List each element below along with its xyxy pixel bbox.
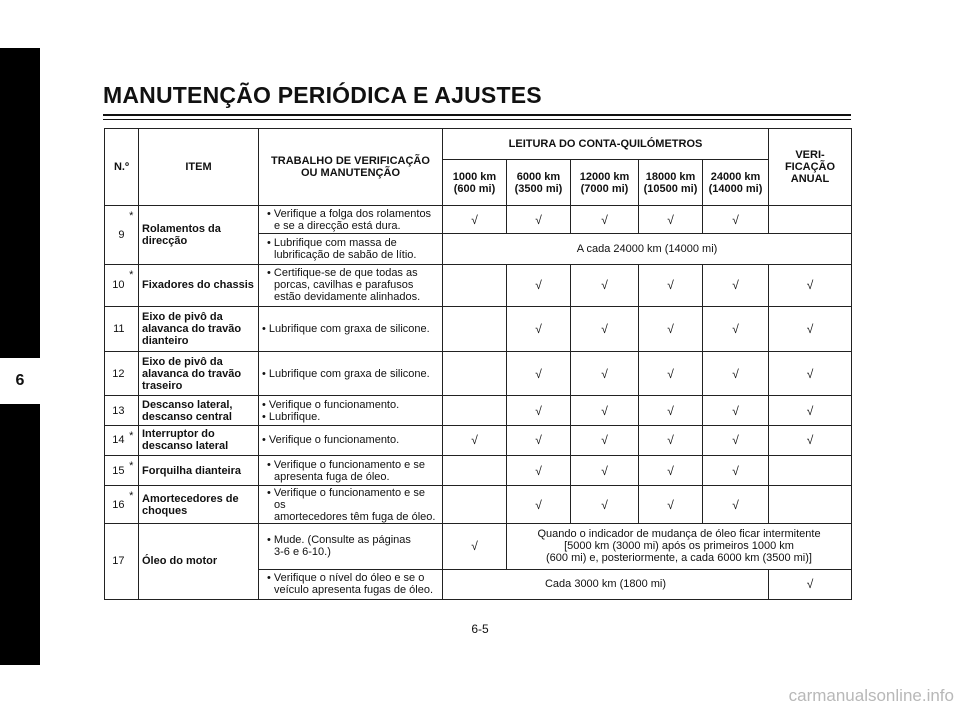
row-work: [259, 307, 443, 352]
title-rule: [103, 114, 851, 116]
row-item: Interruptor do descanso lateral: [139, 425, 259, 455]
cell-text: estão devidamente alinhados.: [274, 291, 421, 304]
cell-text: 24000 km: [710, 170, 761, 183]
cell-text: (10500 mi): [643, 182, 698, 195]
check-mark: √: [769, 425, 852, 455]
empty-cell: [769, 205, 852, 233]
check-mark: √: [639, 456, 703, 486]
row-work: [259, 523, 443, 569]
row-star: [125, 351, 139, 396]
check-mark: √: [571, 456, 639, 486]
check-mark: √: [443, 205, 507, 233]
interval-note: A cada 24000 km (14000 mi): [443, 234, 852, 264]
interval-note: [507, 523, 852, 569]
row-number: 9: [105, 205, 125, 264]
cell-text: • Verifique o funcionamento.: [262, 434, 400, 447]
row-star: [125, 396, 139, 425]
empty-cell: [443, 264, 507, 307]
check-mark: √: [507, 307, 571, 352]
row-work: [259, 425, 443, 455]
empty-cell: [443, 351, 507, 396]
row-item: Forquilha dianteira: [139, 456, 259, 486]
check-mark: √: [703, 351, 769, 396]
row-number: 17: [105, 523, 125, 599]
check-mark: √: [639, 351, 703, 396]
check-mark: √: [703, 425, 769, 455]
header-km: [703, 160, 769, 206]
cell-text: 18000 km: [645, 170, 696, 183]
check-mark: √: [639, 307, 703, 352]
check-mark: √: [703, 264, 769, 307]
row-work: [259, 351, 443, 396]
table-row: [105, 486, 852, 523]
cell-text: (600 mi): [453, 182, 496, 195]
check-mark: √: [769, 307, 852, 352]
row-work: [259, 264, 443, 307]
cell-text: • Verifique o funcionamento.: [262, 398, 400, 411]
row-star: [125, 523, 139, 599]
page-number: 6-5: [471, 622, 489, 636]
row-star: [125, 307, 139, 352]
header-work: TRABALHO DE VERIFICAÇÃO OU MANUTENÇÃO: [259, 129, 443, 206]
cell-text: • Lubrifique.: [262, 410, 321, 423]
header-km: [639, 160, 703, 206]
check-mark: √: [507, 264, 571, 307]
empty-cell: [769, 456, 852, 486]
cell-text: • Lubrifique com massa de: [267, 237, 397, 250]
empty-cell: [443, 396, 507, 425]
header-no: N.º: [105, 129, 139, 206]
empty-cell: [443, 307, 507, 352]
check-mark: √: [639, 425, 703, 455]
row-item: Descanso lateral, descanso central: [139, 396, 259, 425]
chapter-tab: [0, 48, 40, 665]
row-number: 14: [105, 425, 125, 455]
empty-cell: [769, 486, 852, 523]
row-item: Rolamentos da direcção: [139, 205, 259, 264]
check-mark: √: [703, 205, 769, 233]
chapter-number: 6: [0, 358, 40, 404]
cell-text: • Verifique a folga dos rolamentos: [267, 207, 432, 220]
check-mark: √: [571, 307, 639, 352]
table-row: [105, 523, 852, 569]
cell-text: e se a direcção está dura.: [274, 219, 401, 232]
cell-text: • Lubrifique com graxa de silicone.: [262, 323, 430, 336]
check-mark: √: [639, 205, 703, 233]
check-mark: √: [769, 396, 852, 425]
check-mark: √: [571, 425, 639, 455]
header-km: [507, 160, 571, 206]
row-item: Fixadores do chassis: [139, 264, 259, 307]
row-star: *: [125, 456, 139, 486]
row-item: Eixo de pivô da alavanca do travão dianteiro: [139, 307, 259, 352]
row-work: [259, 234, 443, 264]
check-mark: √: [507, 351, 571, 396]
cell-text: • Lubrifique com graxa de silicone.: [262, 367, 430, 380]
row-number: 13: [105, 396, 125, 425]
row-number: 11: [105, 307, 125, 352]
check-mark: √: [443, 523, 507, 569]
cell-text: veículo apresenta fugas de óleo.: [274, 584, 434, 597]
row-number: 12: [105, 351, 125, 396]
table-row: [105, 307, 852, 352]
check-mark: √: [507, 205, 571, 233]
check-mark: √: [571, 205, 639, 233]
row-work: [259, 486, 443, 523]
table-row: [105, 456, 852, 486]
row-item: Eixo de pivô da alavanca do travão traseiro: [139, 351, 259, 396]
row-item: Amortecedores de choques: [139, 486, 259, 523]
cell-text: • Verifique o nível do óleo e se o: [267, 572, 425, 585]
table-row: [105, 205, 852, 233]
row-number: 16: [105, 486, 125, 523]
title-rule-thin: [103, 119, 851, 120]
cell-text: (3500 mi): [514, 182, 563, 195]
check-mark: √: [703, 396, 769, 425]
empty-cell: [443, 456, 507, 486]
check-mark: √: [639, 396, 703, 425]
cell-text: (600 mi) e, posteriormente, a cada 6000 km (3500 mi)]: [546, 552, 812, 565]
cell-text: amortecedores têm fuga de óleo.: [274, 510, 436, 523]
cell-text: • Verifique o funcionamento e se os: [267, 486, 425, 511]
check-mark: √: [769, 264, 852, 307]
maintenance-table: [104, 128, 852, 600]
check-mark: √: [703, 486, 769, 523]
cell-text: (7000 mi): [580, 182, 629, 195]
table-row: [105, 396, 852, 425]
check-mark: √: [571, 486, 639, 523]
check-mark: √: [703, 307, 769, 352]
header-km: [571, 160, 639, 206]
cell-text: porcas, cavilhas e parafusos: [274, 279, 414, 292]
cell-text: • Verifique o funcionamento e se: [267, 458, 425, 471]
cell-text: 1000 km: [452, 170, 497, 183]
row-work: [259, 569, 443, 599]
check-mark: √: [571, 396, 639, 425]
table-row: [105, 351, 852, 396]
check-mark: √: [769, 569, 852, 599]
check-mark: √: [639, 486, 703, 523]
check-mark: √: [571, 264, 639, 307]
cell-text: 6000 km: [516, 170, 561, 183]
cell-text: Quando o indicador de mudança de óleo ficar intermitente: [537, 528, 821, 541]
row-number: 15: [105, 456, 125, 486]
cell-text: 12000 km: [579, 170, 630, 183]
row-item: Óleo do motor: [139, 523, 259, 599]
row-work: [259, 205, 443, 233]
header-item: ITEM: [139, 129, 259, 206]
cell-text: lubrificação de sabão de lítio.: [274, 249, 417, 262]
check-mark: √: [443, 425, 507, 455]
check-mark: √: [507, 425, 571, 455]
check-mark: √: [571, 351, 639, 396]
cell-text: 3-6 e 6-10.): [274, 546, 331, 559]
cell-text: (14000 mi): [708, 182, 763, 195]
cell-text: [5000 km (3000 mi) após os primeiros 1000 km: [564, 540, 794, 553]
table-row: [105, 425, 852, 455]
check-mark: √: [507, 456, 571, 486]
cell-text: • Certifique-se de que todas as: [267, 267, 418, 280]
empty-cell: [443, 486, 507, 523]
header-odometer: LEITURA DO CONTA-QUILÓMETROS: [443, 129, 769, 160]
row-star: *: [125, 205, 139, 264]
row-star: *: [125, 486, 139, 523]
check-mark: √: [507, 486, 571, 523]
row-star: *: [125, 264, 139, 307]
table-row: [105, 264, 852, 307]
check-mark: √: [769, 351, 852, 396]
interval-note: Cada 3000 km (1800 mi): [443, 569, 769, 599]
row-work: [259, 396, 443, 425]
check-mark: √: [507, 396, 571, 425]
check-mark: √: [703, 456, 769, 486]
check-mark: √: [639, 264, 703, 307]
row-star: *: [125, 425, 139, 455]
row-number: 10: [105, 264, 125, 307]
header-annual: VERI-FICAÇÃO ANUAL: [769, 129, 852, 206]
header-row: [105, 129, 852, 160]
header-km: [443, 160, 507, 206]
row-work: [259, 456, 443, 486]
cell-text: apresenta fuga de óleo.: [274, 470, 390, 483]
page-title: MANUTENÇÃO PERIÓDICA E AJUSTES: [103, 82, 542, 108]
watermark-link[interactable]: carmanualsonline.info: [788, 686, 954, 705]
cell-text: • Mude. (Consulte as páginas: [267, 534, 411, 547]
